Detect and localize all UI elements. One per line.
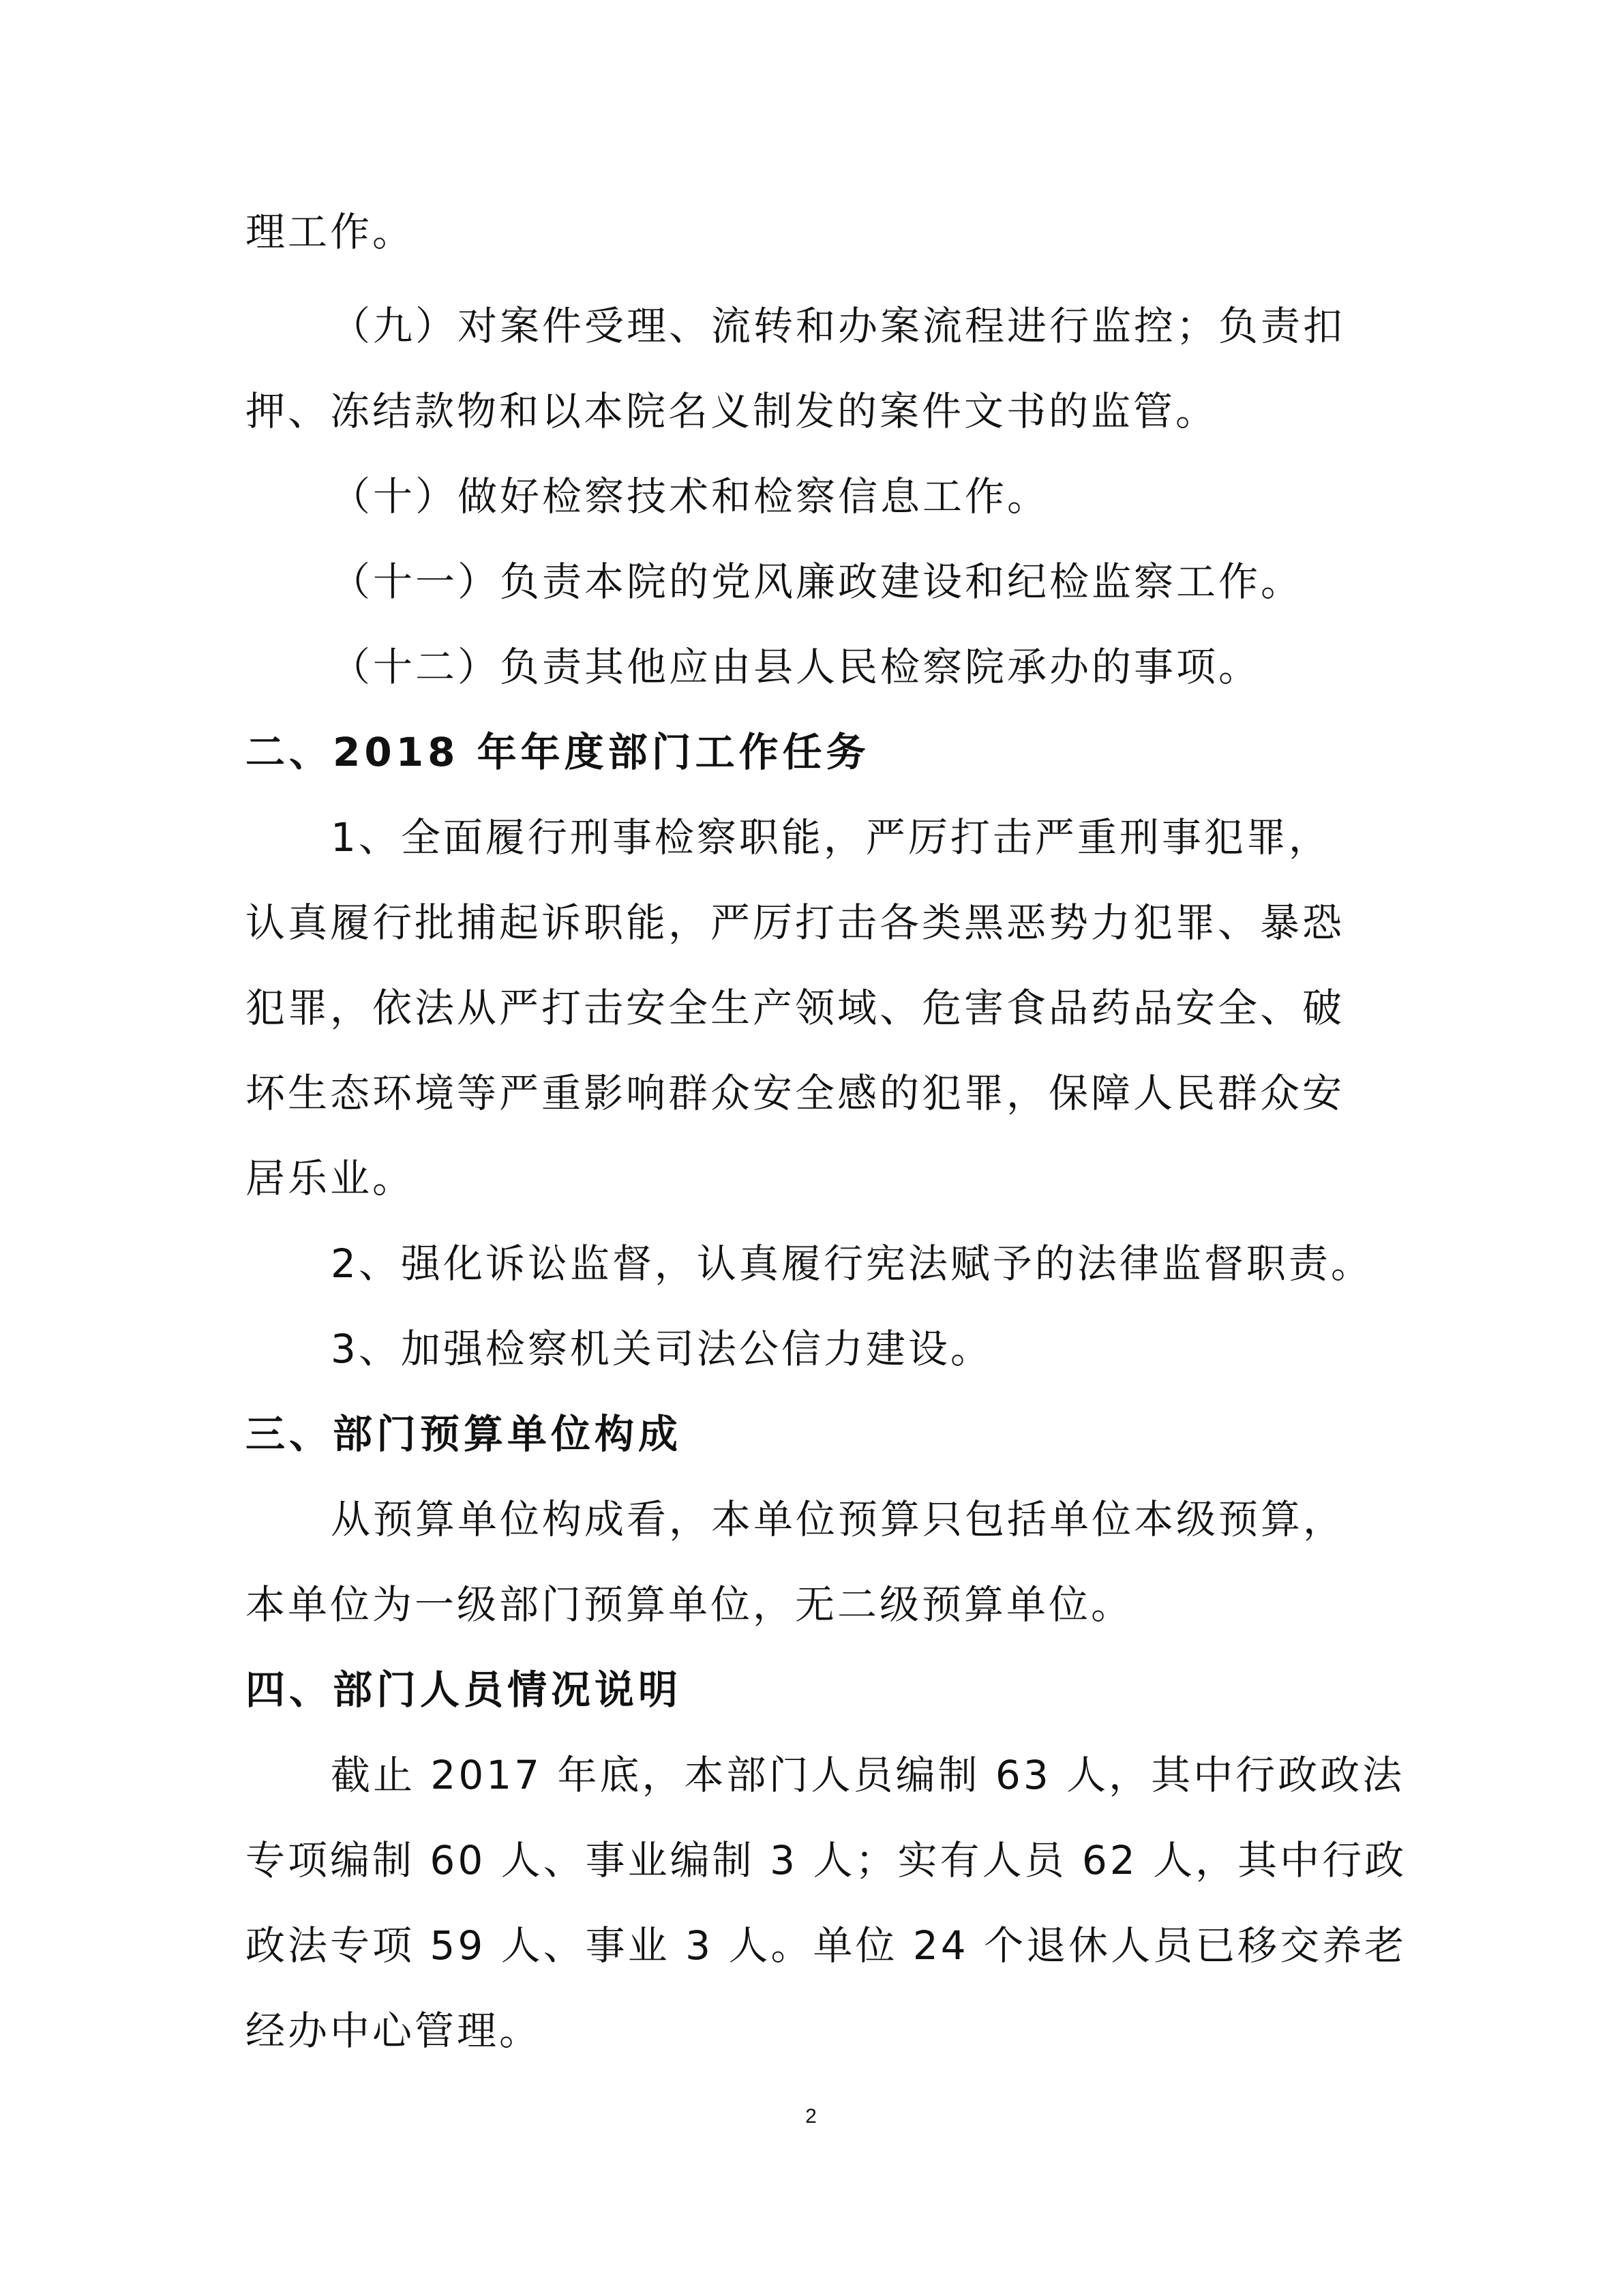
paragraph-line: 专项编制 60 人、事业编制 3 人；实有人员 62 人，其中行政 [245, 1837, 1407, 1883]
paragraph-line: 犯罪，依法从严打击安全生产领域、危害食品药品安全、破 [245, 985, 1345, 1031]
paragraph-line: 从预算单位构成看，本单位预算只包括单位本级预算， [331, 1496, 1346, 1542]
paragraph-line: 经办中心管理。 [245, 2008, 542, 2054]
paragraph-line: （十）做好检察技术和检察信息工作。 [331, 473, 1050, 520]
paragraph-line: 坏生态环境等严重影响群众安全感的犯罪，保障人民群众安 [245, 1070, 1345, 1116]
section-heading: 二、2018 年年度部门工作任务 [245, 729, 870, 775]
page-number: 2 [805, 2105, 817, 2128]
paragraph-line: 2、强化诉讼监督，认真履行宪法赋予的法律监督职责。 [331, 1240, 1373, 1287]
paragraph-line: 政法专项 59 人、事业 3 人。单位 24 个退休人员已移交养老 [245, 1922, 1407, 1969]
section-heading: 四、部门人员情况说明 [245, 1667, 682, 1713]
paragraph-line: 理工作。 [245, 209, 415, 255]
paragraph-line: 居乐业。 [245, 1155, 415, 1202]
paragraph-line: 3、加强检察机关司法公信力建设。 [331, 1326, 993, 1372]
section-heading: 三、部门预算单位构成 [245, 1411, 682, 1457]
paragraph-line: （十二）负责其他应由县人民检察院承办的事项。 [331, 644, 1261, 690]
paragraph-line: （十一）负责本院的党风廉政建设和纪检监察工作。 [331, 558, 1304, 605]
paragraph-line: 本单位为一级部门预算单位，无二级预算单位。 [245, 1581, 1134, 1628]
paragraph-line: （九）对案件受理、流转和办案流程进行监控；负责扣 [331, 303, 1346, 349]
paragraph-line: 1、全面履行刑事检察职能，严厉打击严重刑事犯罪， [331, 814, 1331, 861]
paragraph-line: 截止 2017 年底，本部门人员编制 63 人，其中行政政法 [331, 1752, 1405, 1798]
paragraph-line: 认真履行批捕起诉职能，严厉打击各类黑恶势力犯罪、暴恐 [245, 899, 1345, 946]
paragraph-line: 押、冻结款物和以本院名义制发的案件文书的监管。 [245, 388, 1218, 434]
